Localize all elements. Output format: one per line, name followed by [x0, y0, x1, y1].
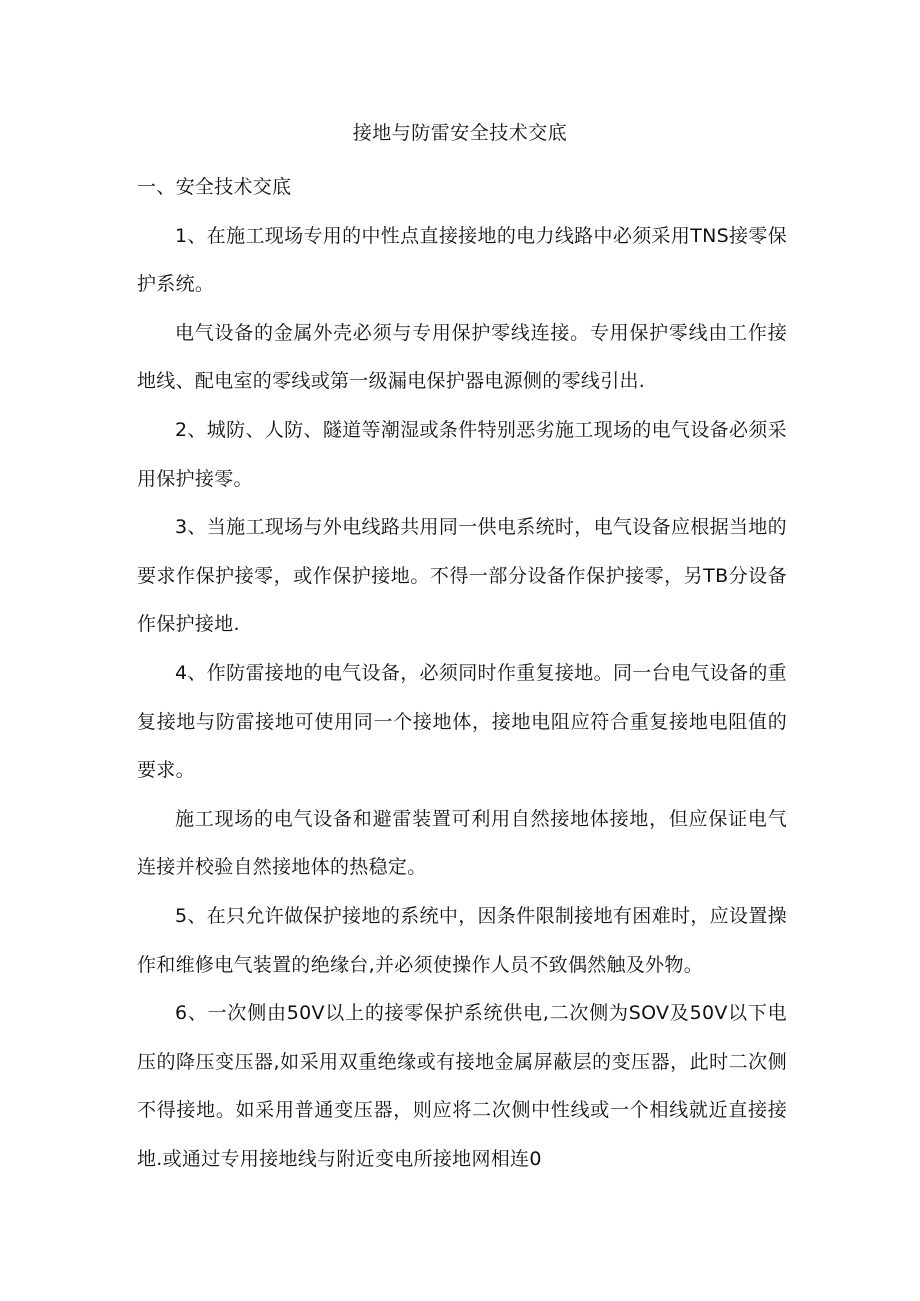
document-body	[137, 163, 787, 1183]
paragraph-1: 1、在施工现场专用的中性点直接接地的电力线路中必须采用TNS接零保护系统。	[137, 224, 787, 296]
document-title: 接地与防雷安全技术交底	[352, 122, 568, 144]
paragraph-5: 4、作防雷接地的电气设备，必须同时作重复接地。同一台电气设备的重复接地与防雷接地可使用同一个接地体，接地电阻应符合重复接地电阻值的要求。	[137, 661, 787, 782]
paragraph-6: 施工现场的电气设备和避雷装置可利用自然接地体接地，但应保证电气连接并校验自然接地体的热稳定。	[137, 807, 787, 879]
section-heading: 一、安全技术交底	[137, 176, 292, 198]
paragraph-7: 5、在只允许做保护接地的系统中，因条件限制接地有困难时，应设置操作和维修电气装置的绝缘台,并必须使操作人员不致偶然触及外物。	[137, 904, 787, 976]
paragraph-2: 电气设备的金属外壳必须与专用保护零线连接。专用保护零线由工作接地线、配电室的零线或第一级漏电保护器电源侧的零线引出.	[137, 321, 787, 393]
paragraph-8: 6、一次侧由50V以上的接零保护系统供电,二次侧为SOV及50V以下电压的降压变压器,如采用双重绝缘或有接地金属屏蔽层的变压器，此时二次侧不得接地。如采用普通变压器，则应将二次侧中性线或一个相线就近直接接地.或通过专用接地线与附近变电所接地网相连0	[137, 1002, 787, 1170]
paragraph-4: 3、当施工现场与外电线路共用同一供电系统时，电气设备应根据当地的要求作保护接零，或作保护接地。不得一部分设备作保护接零，另TB分设备作保护接地.	[137, 516, 787, 636]
paragraph-3: 2、城防、人防、隧道等潮湿或条件特别恶劣施工现场的电气设备必须采用保护接零。	[137, 418, 787, 490]
